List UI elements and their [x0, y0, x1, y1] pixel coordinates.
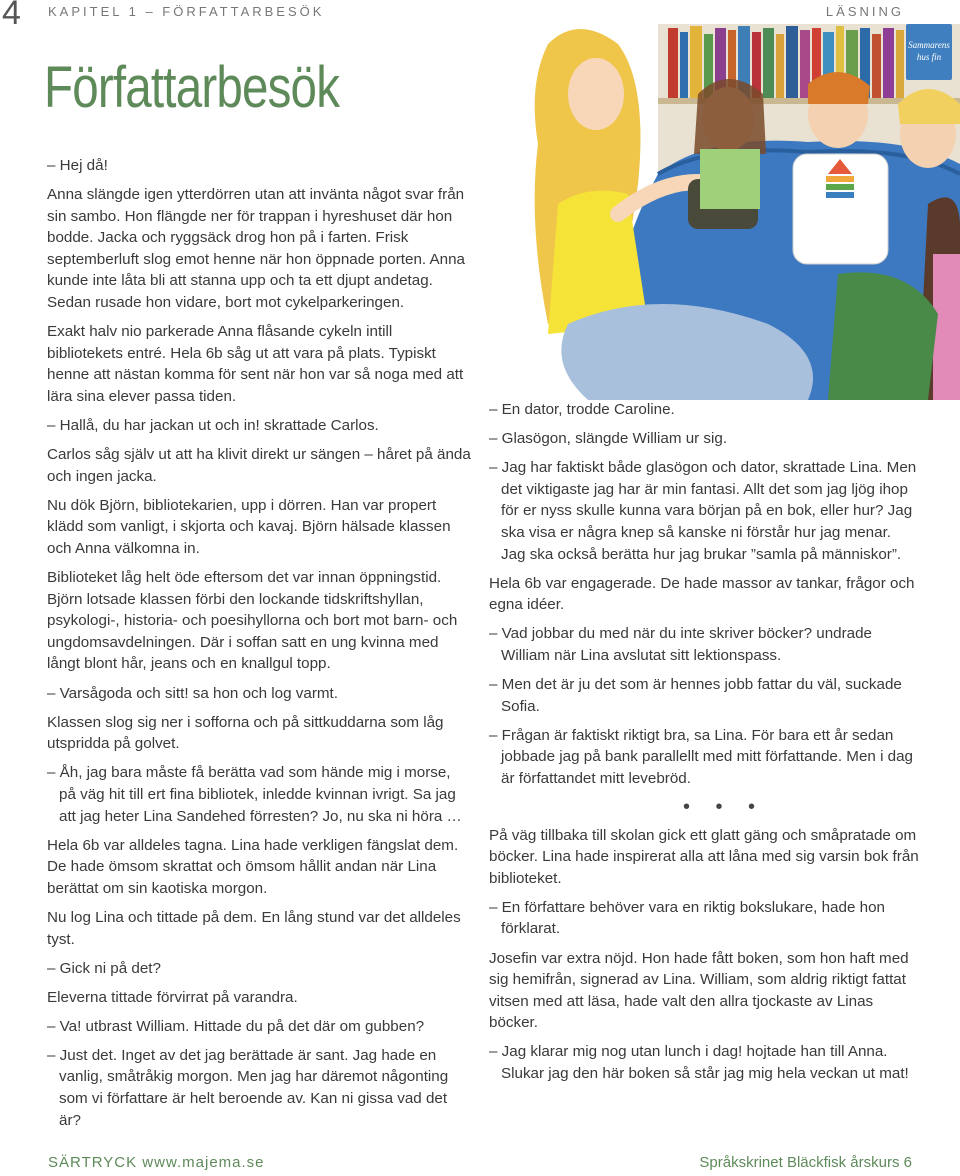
paragraph: Hela 6b var engagerade. De hade massor av tankar, frågor och egna idéer.: [489, 574, 915, 614]
dialogue-line: – Hallå, du har jackan ut och in! skrattade Carlos.: [47, 417, 379, 435]
book-cover-text: Sammarens: [908, 40, 950, 50]
story-illustration: [508, 24, 960, 400]
dialogue-line: – Vad jobbar du med när du inte skriver böcker? undrade William när Lina avslutat sitt lektionspass.: [489, 625, 873, 664]
paragraph: Klassen slog sig ner i sofforna och på sittkuddarna som låg utspridda på golvet.: [47, 713, 444, 753]
paragraph: Nu log Lina och tittade på dem. En lång stund var det alldeles tyst.: [47, 908, 461, 948]
paragraph: Nu dök Björn, bibliotekarien, upp i dörren. Han var propert klädd som vanligt, i skjorta och kavaj. Björn hälsade klassen och Anna välkomna in.: [47, 496, 451, 557]
dialogue-line: – En författare behöver vara en riktig bokslukare, hade hon förklarat.: [489, 898, 885, 938]
svg-text:hus fin: hus fin: [916, 52, 942, 62]
page-title: Författarbesök: [44, 55, 340, 120]
dialogue-line: – Varsågoda och sitt! sa hon och log varmt.: [47, 684, 338, 702]
dialogue-line: – En dator, trodde Caroline.: [489, 401, 675, 418]
chapter-heading: KAPITEL 1 – FÖRFATTARBESÖK: [48, 4, 325, 19]
dialogue-line: – Just det. Inget av det jag berättade är sant. Jag hade en vanlig, småtråkig morgon. Men jag har däremot någonting som vi författare är helt beroende av. Kan ni gissa vad det är?: [47, 1046, 449, 1129]
dialogue-line: – Jag har faktiskt både glasögon och dator, skrattade Lina. Men det viktigaste jag har är min fantasi. Allt det som jag ljög ihop för er nyss skulle kunna vara början på en bok, eller hur? Jag ska visa er några knep så kanske ni förstår hur jag menar. Jag ska också berätta hur jag brukar ”samla på människor”.: [489, 459, 917, 563]
footer-book-title: Språkskrinet Bläckfisk årskurs 6: [699, 1154, 912, 1171]
paragraph: Hela 6b var alldeles tagna. Lina hade verkligen fängslat dem. De hade ömsom skrattat och ömsom hållit andan när Lina berättat om sin kaotiska morgon.: [47, 836, 459, 897]
paragraph: Carlos såg själv ut att ha klivit direkt ur sängen – håret på ända och ingen jacka.: [47, 446, 471, 485]
paragraph: Anna slängde igen ytterdörren utan att invänta något svar från sin sambo. Hon flängde ner för trappan i hyreshuset där hon bodde. Jacka och ryggsäck drog hon på i farten. Frisk septemberluft slog emot henne när hon öppnade porten. Anna kunde inte låta bli att stanna upp och ta ett djupt andetag. Sedan rusade hon vidare, bort mot cykelparkeringen.: [47, 186, 465, 312]
paragraph: Biblioteket låg helt öde eftersom det var innan öppningstid. Björn lotsade klassen förbi den lockande tidskriftshyllan, psykologi-, historia- och poesihyllorna och bort mot barn- och ungdomsavdelningen. Där i soffan satt en ung kvinna med långt blont hår, jeans och en knallgul topp.: [47, 569, 458, 673]
dialogue-line: – Åh, jag bara måste få berätta vad som hände mig i morse, på väg hit till ert fina bibliotek, inledde kvinnan ivrigt. Sa jag att jag heter Lina Sandehed förresten? Jo, nu ska ni höra …: [47, 764, 462, 825]
paragraph: På väg tillbaka till skolan gick ett glatt gäng och småpratade om böcker. Lina hade inspirerat alla att låna med sig varsin bok från biblioteket.: [489, 826, 919, 887]
dialogue-line: – Frågan är faktiskt riktigt bra, sa Lina. För bara ett år sedan jobbade jag på bank parallellt med mitt författande. Men i dag är författandet mitt levebröd.: [489, 726, 914, 787]
dialogue-line: – Va! utbrast William. Hittade du på det där om gubben?: [47, 1017, 425, 1035]
illustration-drawing: [508, 24, 960, 400]
dialogue-line: – Gick ni på det?: [47, 959, 161, 977]
paragraph: Exakt halv nio parkerade Anna flåsande cykeln intill bibliotekets entré. Hela 6b såg ut att vara på plats. Typiskt henne att nästan komma för sent när hon var så noga med att lära sina elever passa tiden.: [47, 323, 464, 405]
right-column: [489, 399, 919, 1092]
dialogue-line: – Jag klarar mig nog utan lunch i dag! hojtade han till Anna. Slukar jag den här boken så står jag mig hela veckan ut mat!: [489, 1043, 909, 1083]
dialogue-line: – Hej då!: [47, 157, 108, 174]
left-column: [47, 155, 471, 1139]
paragraph: Eleverna tittade förvirrat på varandra.: [47, 988, 298, 1006]
paragraph: Josefin var extra nöjd. Hon hade fått boken, som hon haft med sig hemifrån, signerad av Lina. William, som aldrig riktigt fattat vitsen med att läsa, hade valt den allra tjockaste av Linas böcker.: [489, 949, 909, 1032]
section-heading: LÄSNING: [825, 4, 904, 19]
page-number: 4: [2, 0, 21, 32]
footer-publisher: SÄRTRYCK www.majema.se: [48, 1154, 265, 1171]
section-break: • • •: [682, 796, 766, 818]
dialogue-line: – Glasögon, slängde William ur sig.: [489, 430, 728, 448]
dialogue-line: – Men det är ju det som är hennes jobb fattar du väl, suckade Sofia.: [489, 676, 902, 715]
